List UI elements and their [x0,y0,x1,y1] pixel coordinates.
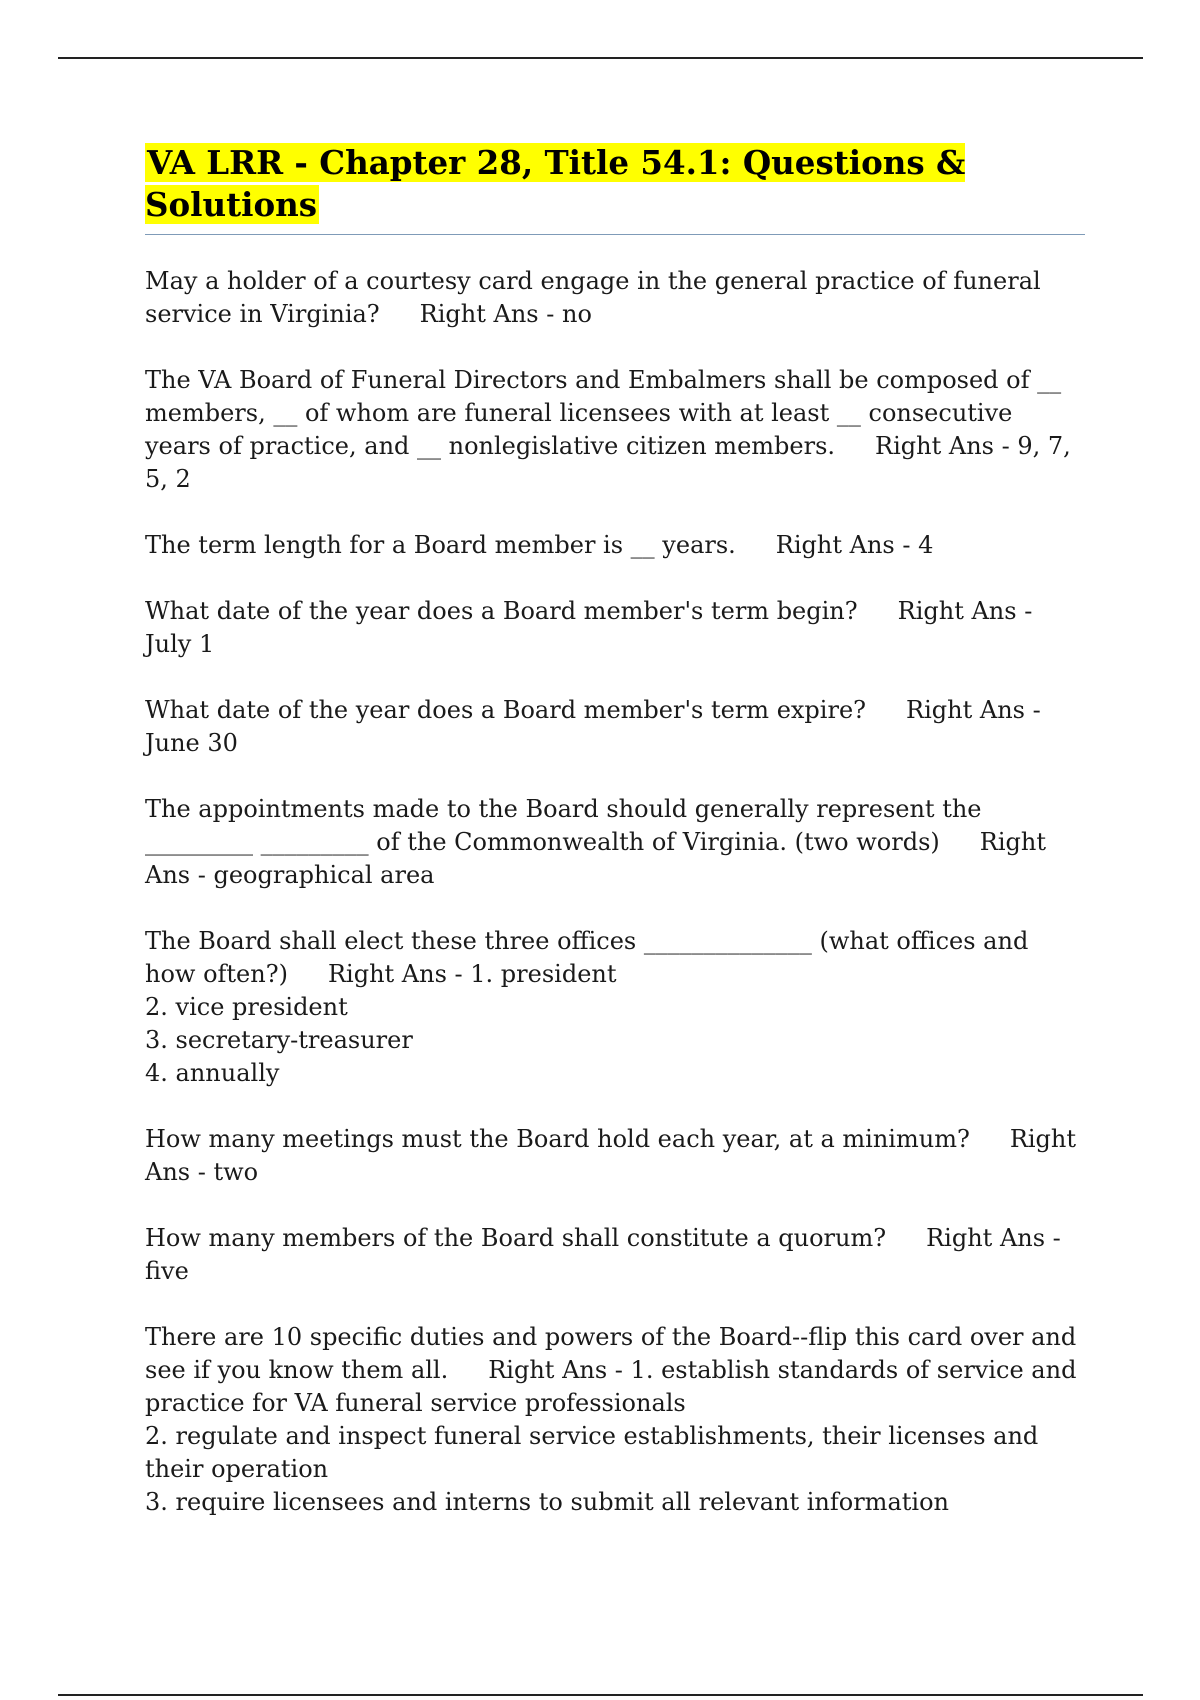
answer-text: Right Ans - June 30 [145,696,1049,757]
question-text: The VA Board of Funeral Directors and Embalmers shall be composed of __ members, __ of whom are funeral licensees with at least __ consecutive years of practice, and __ nonlegislative citizen members. [145,366,1069,460]
question-text: The appointments made to the Board should generally represent the _________ _________ of the Commonwealth of Virginia. (two words) [145,795,990,856]
question-text: The Board shall elect these three offices ______________ (what offices and how often?) [145,927,1036,988]
qa-item [145,793,1085,892]
top-rule [58,57,1143,59]
answer-text: Right Ans - 1. president [327,960,617,988]
answer-text: Right Ans - two [145,1125,1084,1186]
qa-list [145,265,1085,1519]
answer-line: 2. vice president [145,993,348,1021]
qa-item [145,595,1085,661]
qa-item [145,265,1085,331]
answer-text: Right Ans - 9, 7, 5, 2 [145,432,1079,493]
answer-text: Right Ans - five [145,1224,1069,1285]
question-text: What date of the year does a Board member's term expire? [145,696,867,724]
answer-line: 2. regulate and inspect funeral service establishments, their licenses and their operation [145,1422,1046,1483]
title-block [145,142,1085,235]
qa-item [145,694,1085,760]
question-text: The term length for a Board member is __ years. [145,531,736,559]
document-body [145,142,1085,1552]
question-text: May a holder of a courtesy card engage in the general practice of funeral service in Virginia? [145,267,1049,328]
qa-item [145,1123,1085,1189]
answer-text: Right Ans - 1. establish standards of service and practice for VA funeral service professionals [145,1356,1085,1417]
answer-text: Right Ans - no [419,300,592,328]
answer-line: 4. annually [145,1059,280,1087]
qa-item [145,529,1085,562]
answer-line: 3. secretary-treasurer [145,1026,413,1054]
bottom-rule [58,1694,1143,1696]
document-title: VA LRR - Chapter 28, Title 54.1: Questions & Solutions [145,143,966,224]
qa-item [145,364,1085,496]
answer-text: Right Ans - 4 [775,531,934,559]
question-text: What date of the year does a Board member's term begin? [145,597,858,625]
qa-item [145,1222,1085,1288]
answer-line: 3. require licensees and interns to submit all relevant information [145,1488,949,1516]
qa-item [145,1321,1085,1519]
answer-text: Right Ans - geographical area [145,828,1054,889]
question-text: There are 10 specific duties and powers of the Board--flip this card over and see if you know them all. [145,1323,1084,1384]
question-text: How many members of the Board shall constitute a quorum? [145,1224,887,1252]
question-text: How many meetings must the Board hold each year, at a minimum? [145,1125,970,1153]
answer-text: Right Ans - July 1 [145,597,1040,658]
qa-item [145,925,1085,1090]
